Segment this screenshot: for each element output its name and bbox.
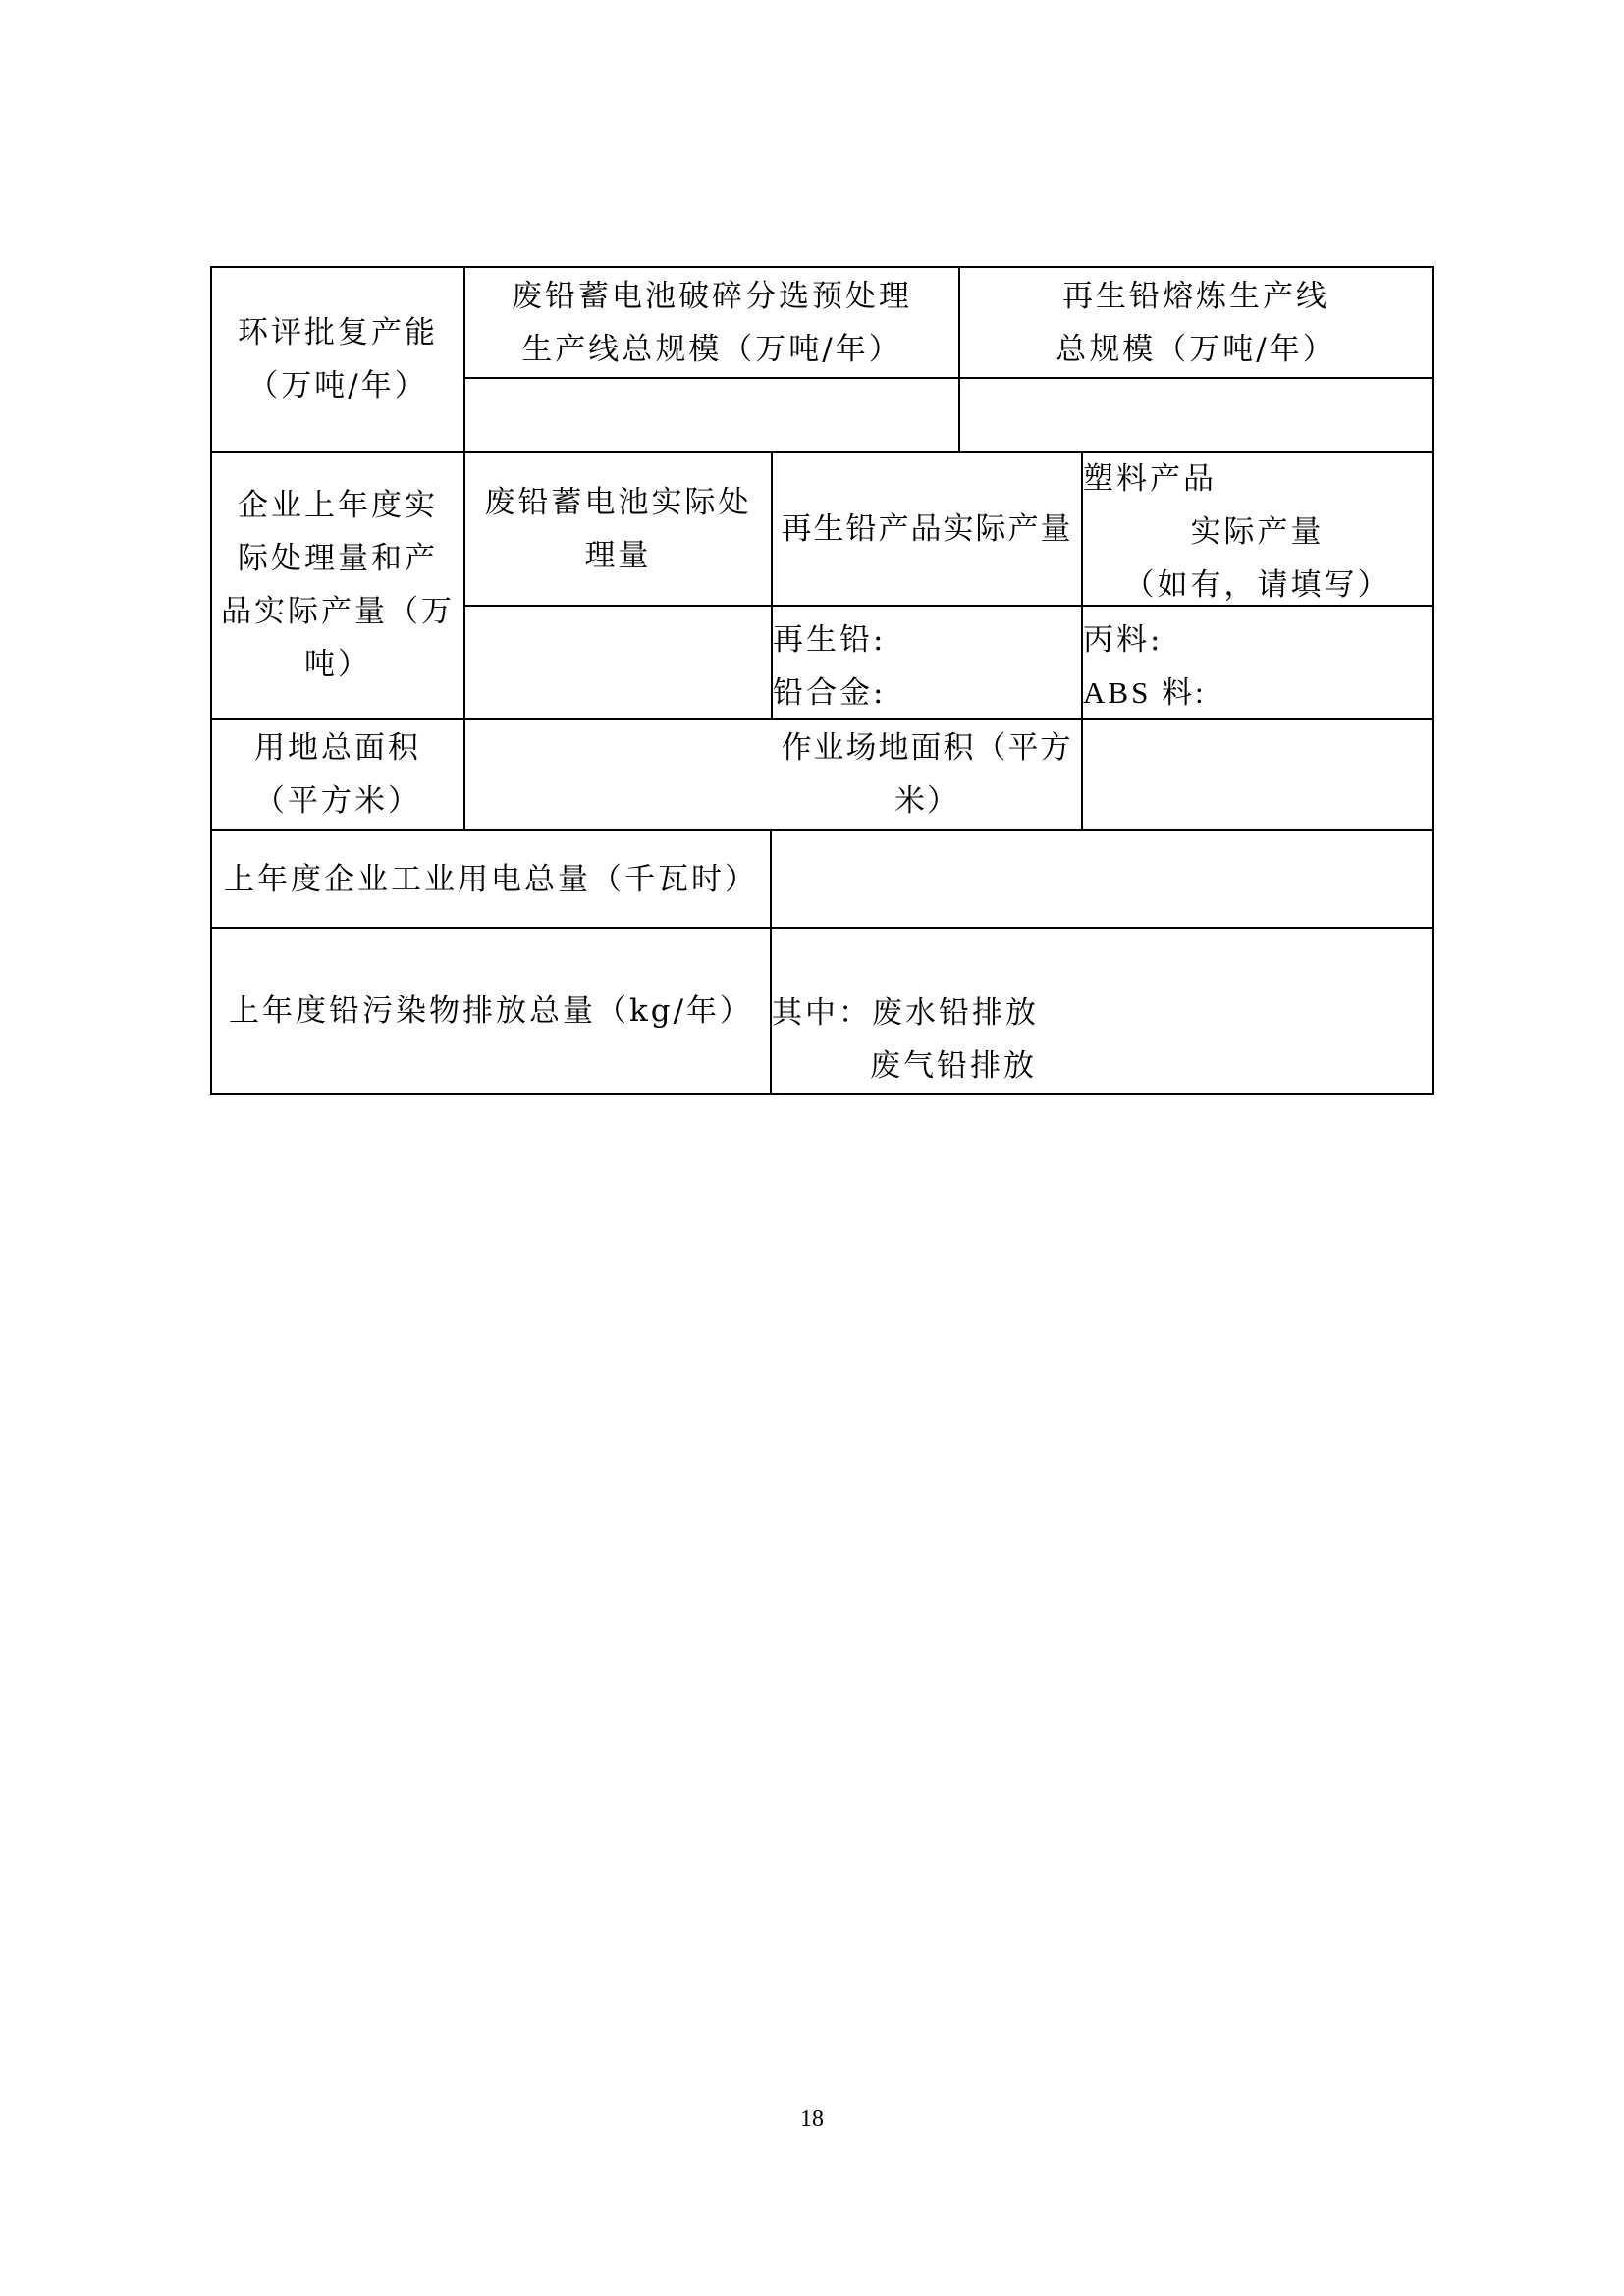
actual-output-label-line4: 吨）: [304, 647, 371, 682]
battery-processing-header: [465, 453, 771, 605]
actual-output-label-line1: 企业上年度实: [238, 488, 438, 523]
land-area-label-cell: [212, 720, 463, 829]
abs-material-item: ABS 料:: [1083, 675, 1207, 710]
table-border-right: [1432, 266, 1434, 1095]
lead-alloy-item: 铅合金:: [773, 675, 887, 711]
wastewater-lead-item: 其中：废水铅排放: [772, 995, 1039, 1031]
lead-emission-label-cell: [212, 929, 770, 1093]
electricity-field[interactable]: [772, 831, 1432, 927]
land-area-field[interactable]: [465, 720, 771, 829]
lead-emission-label: 上年度铅污染物排放总量（kg/年）: [228, 992, 754, 1029]
plastic-output-line2: 实际产量: [1190, 514, 1325, 550]
pretreatment-scale-header: [465, 268, 958, 377]
recycled-lead-detail-cell[interactable]: [773, 614, 1081, 718]
work-area-label-cell: [773, 720, 1081, 829]
recycled-lead-item: 再生铅:: [773, 622, 887, 658]
land-area-line1: 用地总面积: [254, 730, 421, 766]
lead-emission-detail-cell[interactable]: [772, 987, 1432, 1093]
work-area-line2: 米）: [894, 783, 959, 819]
battery-processing-line2: 理量: [584, 537, 652, 573]
plastic-output-line3: （如有，请填写）: [1123, 567, 1391, 603]
smelting-scale-field[interactable]: [960, 379, 1432, 451]
table-border-bottom: [210, 1093, 1434, 1095]
pp-material-item: 丙料:: [1083, 622, 1164, 658]
work-area-line1: 作业场地面积（平方: [781, 730, 1073, 766]
land-area-line2: （平方米）: [254, 783, 421, 819]
pretreatment-header-line2: 生产线总规模（万吨/年）: [521, 331, 902, 367]
smelting-header-line2: 总规模（万吨/年）: [1056, 331, 1336, 367]
smelting-header-line1: 再生铅熔炼生产线: [1062, 278, 1329, 314]
plastic-detail-cell[interactable]: [1083, 614, 1432, 718]
pretreatment-header-line1: 废铅蓄电池破碎分选预处理: [512, 278, 912, 314]
battery-processing-field[interactable]: [465, 607, 771, 718]
actual-output-label-cell: [212, 453, 463, 718]
battery-processing-line1: 废铅蓄电池实际处: [484, 484, 752, 520]
capacity-label-cell: [212, 268, 463, 451]
pretreatment-scale-field[interactable]: [465, 379, 958, 451]
smelting-scale-header: [960, 268, 1432, 377]
actual-output-label-line3: 品实际产量（万: [221, 594, 455, 629]
recycled-lead-output-label: 再生铅产品实际产量: [781, 510, 1073, 547]
recycled-lead-output-header: [773, 453, 1081, 605]
capacity-label-line2: （万吨/年）: [247, 368, 428, 403]
page-number: 18: [800, 2107, 824, 2132]
electricity-label: 上年度企业工业用电总量（千瓦时）: [224, 861, 758, 897]
capacity-label-line1: 环评批复产能: [238, 315, 438, 350]
actual-output-label-line2: 际处理量和产: [238, 541, 438, 576]
plastic-output-line1: 塑料产品: [1083, 461, 1217, 497]
plastic-output-header: [1083, 453, 1432, 605]
electricity-label-cell: [212, 831, 770, 927]
waste-gas-lead-item: 废气铅排放: [870, 1048, 1037, 1084]
work-area-field[interactable]: [1083, 720, 1432, 829]
